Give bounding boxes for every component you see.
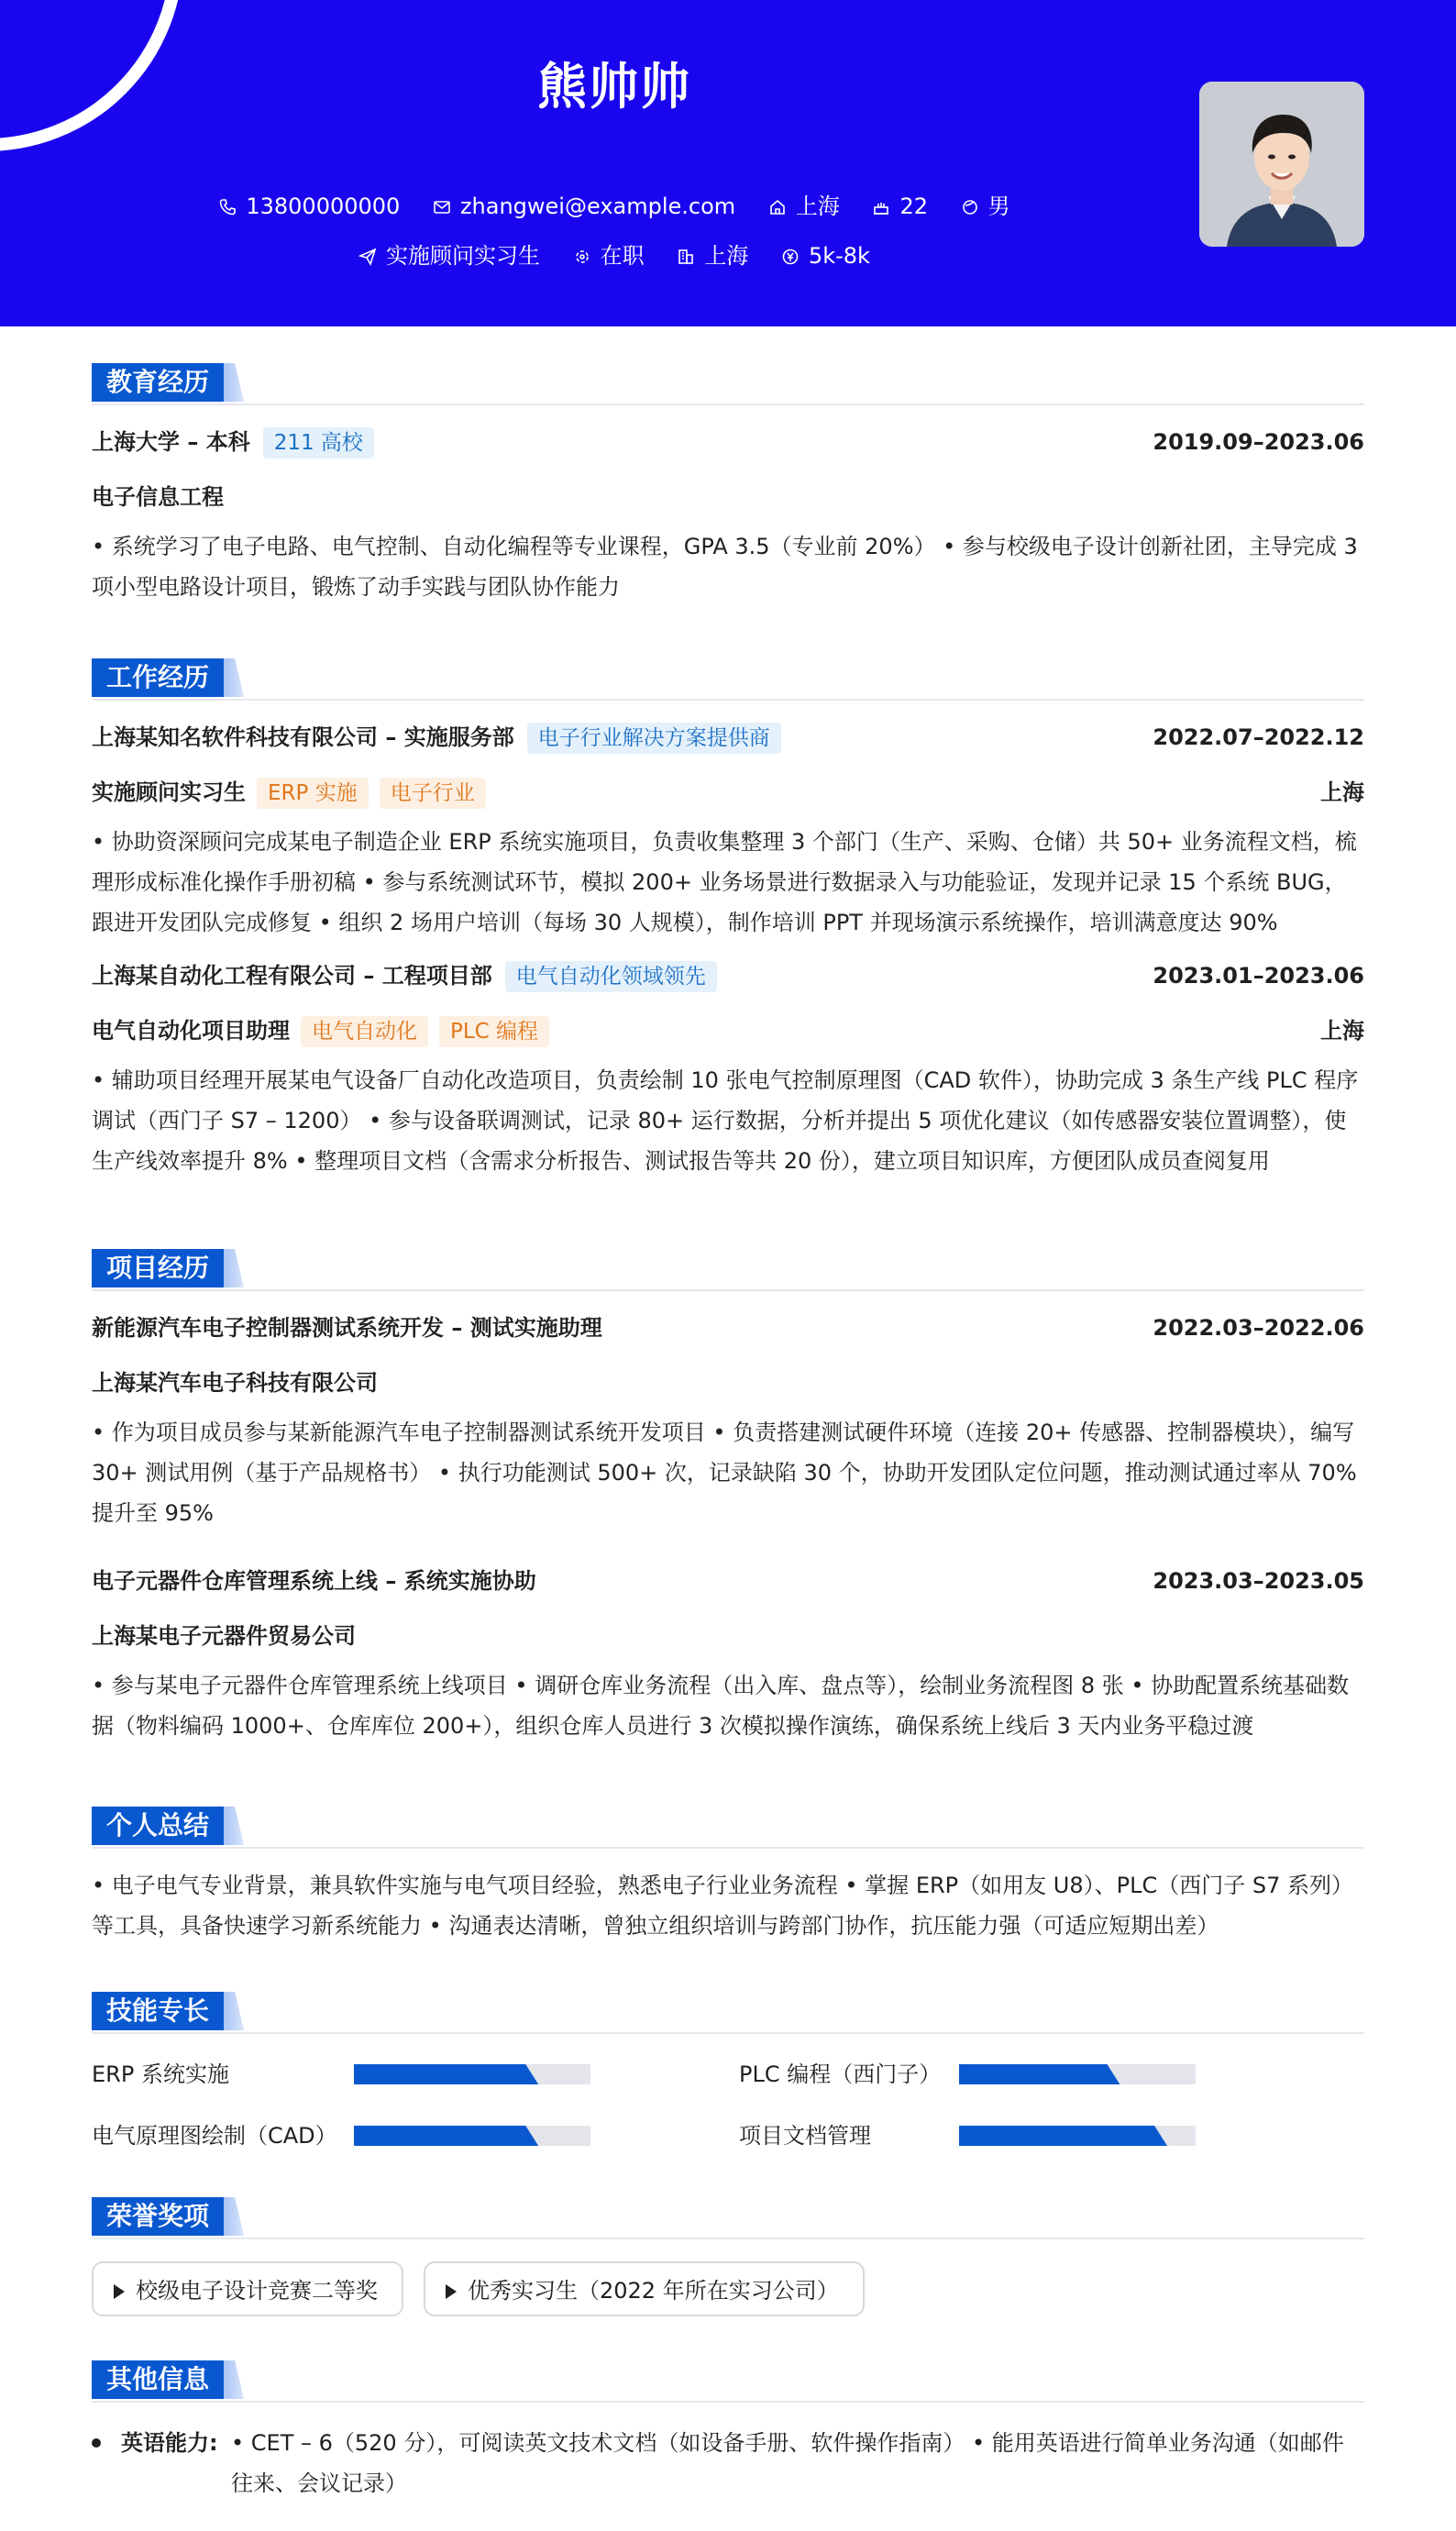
work-header — [92, 658, 1364, 701]
status-item — [573, 238, 645, 270]
education-row — [92, 414, 1364, 470]
skill-tag: 电子行业 — [380, 778, 486, 809]
work-company-row — [92, 710, 1364, 765]
project-date: 2023.03–2023.05 — [1153, 1568, 1364, 1594]
section-title: 教育经历 — [92, 363, 224, 402]
skills-section — [92, 1992, 1364, 2159]
projects-section — [92, 1249, 1364, 1746]
education-header — [92, 363, 1364, 405]
project-description: • 参与某电子元器件仓库管理系统上线项目 • 调研仓库业务流程（出入库、盘点等），绘制业务流程图 8 张 • 协助配置系统基础数据（物料编码 1000+、仓库库位 200+），组织仓库人员进行 3 次模拟操作演练，确保系统上线后 3 天内业务平稳过渡 — [92, 1673, 1350, 1739]
work-section — [92, 658, 1364, 1181]
awards-header — [92, 2197, 1364, 2239]
email-item — [433, 193, 735, 219]
education-date: 2019.09–2023.06 — [1153, 429, 1364, 455]
school-tag: 211 高校 — [263, 427, 374, 459]
section-title: 技能专长 — [92, 1992, 224, 2030]
contact-row — [0, 188, 1229, 220]
project-name: 电子元器件仓库管理系统上线 – 系统实施协助 — [92, 1568, 536, 1594]
work-company-row — [92, 948, 1364, 1003]
major-row — [92, 470, 1364, 525]
play-icon — [114, 2284, 125, 2299]
project-row — [92, 1300, 1364, 1355]
skill-bar-fill — [354, 2126, 538, 2146]
school-name — [92, 414, 374, 470]
position-item — [358, 238, 540, 270]
work-role-row — [92, 765, 1364, 820]
role-text: 实施顾问实习生 — [92, 779, 246, 805]
company-text: 上海某自动化工程有限公司 – 工程项目部 — [92, 963, 492, 989]
candidate-name: 熊帅帅 — [537, 58, 691, 116]
city-text: 上海 — [704, 243, 749, 269]
work-city: 上海 — [1320, 779, 1364, 805]
work-date: 2022.07–2022.12 — [1153, 724, 1364, 750]
projects-header — [92, 1249, 1364, 1291]
building-icon — [677, 248, 695, 266]
skill-tag: 电气自动化 — [301, 1016, 428, 1047]
skill-name: 项目文档管理 — [739, 2123, 871, 2149]
award-item — [424, 2261, 865, 2316]
section-title: 其他信息 — [92, 2360, 224, 2399]
award-text: 优秀实习生（2022 年所在实习公司） — [468, 2278, 839, 2304]
summary-header — [92, 1807, 1364, 1849]
age-text: 22 — [899, 193, 928, 219]
project-description: • 作为项目成员参与某新能源汽车电子控制器测试系统开发项目 • 负责搭建测试硬件环境（连接 20+ 传感器、控制器模块），编写 30+ 测试用例（基于产品规格书） • 执行功能测试 500+ 次，记录缺陷 30 个，协助开发团队定位问题，推动测试通过率从 70% 提升至 95% — [92, 1420, 1357, 1526]
section-title: 工作经历 — [92, 658, 224, 697]
company-tag: 电气自动化领域领先 — [505, 961, 717, 992]
other-header — [92, 2360, 1364, 2403]
home-icon — [768, 198, 787, 216]
section-title: 项目经历 — [92, 1249, 224, 1288]
skills-header — [92, 1992, 1364, 2034]
skill-bar — [959, 2064, 1196, 2084]
skill-name: ERP 系统实施 — [92, 2061, 229, 2087]
company-name — [92, 948, 717, 1003]
project-name: 新能源汽车电子控制器测试系统开发 – 测试实施助理 — [92, 1315, 602, 1341]
status-text: 在职 — [600, 243, 645, 269]
location-text: 上海 — [795, 193, 840, 219]
project-row — [92, 1553, 1364, 1608]
section-title: 个人总结 — [92, 1807, 224, 1845]
salary-text: 5k-8k — [808, 243, 870, 269]
gender-text: 男 — [987, 193, 1010, 219]
city-item — [677, 238, 748, 270]
role-text: 电气自动化项目助理 — [92, 1018, 290, 1044]
other-item — [92, 2423, 1364, 2503]
mail-icon — [433, 198, 451, 216]
email-text: zhangwei@example.com — [459, 193, 736, 219]
role — [92, 765, 486, 820]
skill-name: PLC 编程（西门子） — [739, 2061, 942, 2087]
profile-photo — [1199, 82, 1364, 247]
awards-section — [92, 2197, 1364, 2331]
project-company: 上海某电子元器件贸易公司 — [92, 1623, 356, 1649]
skill-bar-fill — [354, 2064, 538, 2084]
job-intention-row — [0, 238, 1229, 270]
skill-bar — [354, 2126, 590, 2146]
award-text: 校级电子设计竞赛二等奖 — [136, 2278, 378, 2304]
other-text: • CET – 6（520 分），可阅读英文技术文档（如设备手册、软件操作指南） • 能用英语进行简单业务沟通（如邮件往来、会议记录） — [231, 2430, 1344, 2496]
skills-grid — [92, 2034, 1364, 2159]
send-icon — [358, 248, 377, 266]
role — [92, 1003, 549, 1058]
company-name — [92, 710, 781, 765]
age-item — [872, 193, 928, 219]
work-description: • 辅助项目经理开展某电气设备厂自动化改造项目，负责绘制 10 张电气控制原理图（CAD 软件），协助完成 3 条生产线 PLC 程序调试（西门子 S7 – 1200） • 参与设备联调测试，记录 80+ 运行数据，分析并提出 5 项优化建议（如传感器安装位置调整），使生产线效率提升 8% • 整理项目文档（含需求分析报告、测试报告等共 20 份），建立项目知识库，方便团队成员查阅复用 — [92, 1067, 1359, 1174]
summary-section — [92, 1807, 1364, 1946]
phone-text: 13800000000 — [246, 193, 401, 219]
skill-tag: PLC 编程 — [439, 1016, 549, 1047]
work-date: 2023.01–2023.06 — [1153, 963, 1364, 989]
other-section — [92, 2360, 1364, 2503]
education-section — [92, 363, 1364, 607]
work-city: 上海 — [1320, 1018, 1364, 1044]
phone-icon — [218, 198, 237, 216]
cake-icon — [872, 198, 890, 216]
skill-name: 电气原理图绘制（CAD） — [92, 2123, 337, 2149]
school-text: 上海大学 – 本科 — [92, 429, 250, 455]
position-text: 实施顾问实习生 — [386, 243, 541, 269]
skill-bar-fill — [959, 2126, 1167, 2146]
money-icon — [781, 248, 800, 266]
project-company-row — [92, 1608, 1364, 1663]
project-date: 2022.03–2022.06 — [1153, 1315, 1364, 1341]
awards-list — [92, 2239, 1364, 2331]
skill-tag: ERP 实施 — [257, 778, 369, 809]
project-company: 上海某汽车电子科技有限公司 — [92, 1370, 378, 1396]
phone-item — [218, 193, 400, 219]
company-tag: 电子行业解决方案提供商 — [527, 723, 781, 754]
major: 电子信息工程 — [92, 484, 224, 510]
bullet-icon — [92, 2438, 101, 2448]
summary-text: • 电子电气专业背景，兼具软件实施与电气项目经验，熟悉电子行业业务流程 • 掌握 ERP（如用友 U8）、PLC（西门子 S7 系列）等工具，具备快速学习新系统能力 • 沟通表达清晰，曾独立组织培训与跨部门协作，抗压能力强（可适应短期出差） — [92, 1873, 1353, 1939]
salary-item — [781, 243, 870, 269]
section-title: 荣誉奖项 — [92, 2197, 224, 2236]
award-item — [92, 2261, 403, 2316]
project-company-row — [92, 1355, 1364, 1410]
skill-bar — [354, 2064, 590, 2084]
skill-bar-fill — [959, 2064, 1120, 2084]
play-icon — [446, 2284, 457, 2299]
company-text: 上海某知名软件科技有限公司 – 实施服务部 — [92, 724, 514, 750]
work-role-row — [92, 1003, 1364, 1058]
avatar-illustration — [1199, 82, 1364, 247]
resume-header — [0, 0, 1456, 326]
gender-item — [961, 188, 1010, 220]
education-description: • 系统学习了电子电路、电气控制、自动化编程等专业课程，GPA 3.5（专业前 20%） • 参与校级电子设计创新社团，主导完成 3 项小型电路设计项目，锻炼了动手实践与团队协作能力 — [92, 534, 1358, 600]
location-item — [768, 188, 840, 220]
other-label: 英语能力: — [121, 2430, 218, 2456]
skill-bar — [959, 2126, 1196, 2146]
status-icon — [573, 248, 591, 266]
gender-icon — [961, 198, 979, 216]
work-description: • 协助资深顾问完成某电子制造企业 ERP 系统实施项目，负责收集整理 3 个部门（生产、采购、仓储）共 50+ 业务流程文档，梳理形成标准化操作手册初稿 • 参与系统测试环节，模拟 200+ 业务场景进行数据录入与功能验证，发现并记录 15 个系统 BUG，跟进开发团队完成修复 • 组织 2 场用户培训（每场 30 人规模），制作培训 PPT 并现场演示系统操作，培训满意度达 90% — [92, 829, 1357, 935]
